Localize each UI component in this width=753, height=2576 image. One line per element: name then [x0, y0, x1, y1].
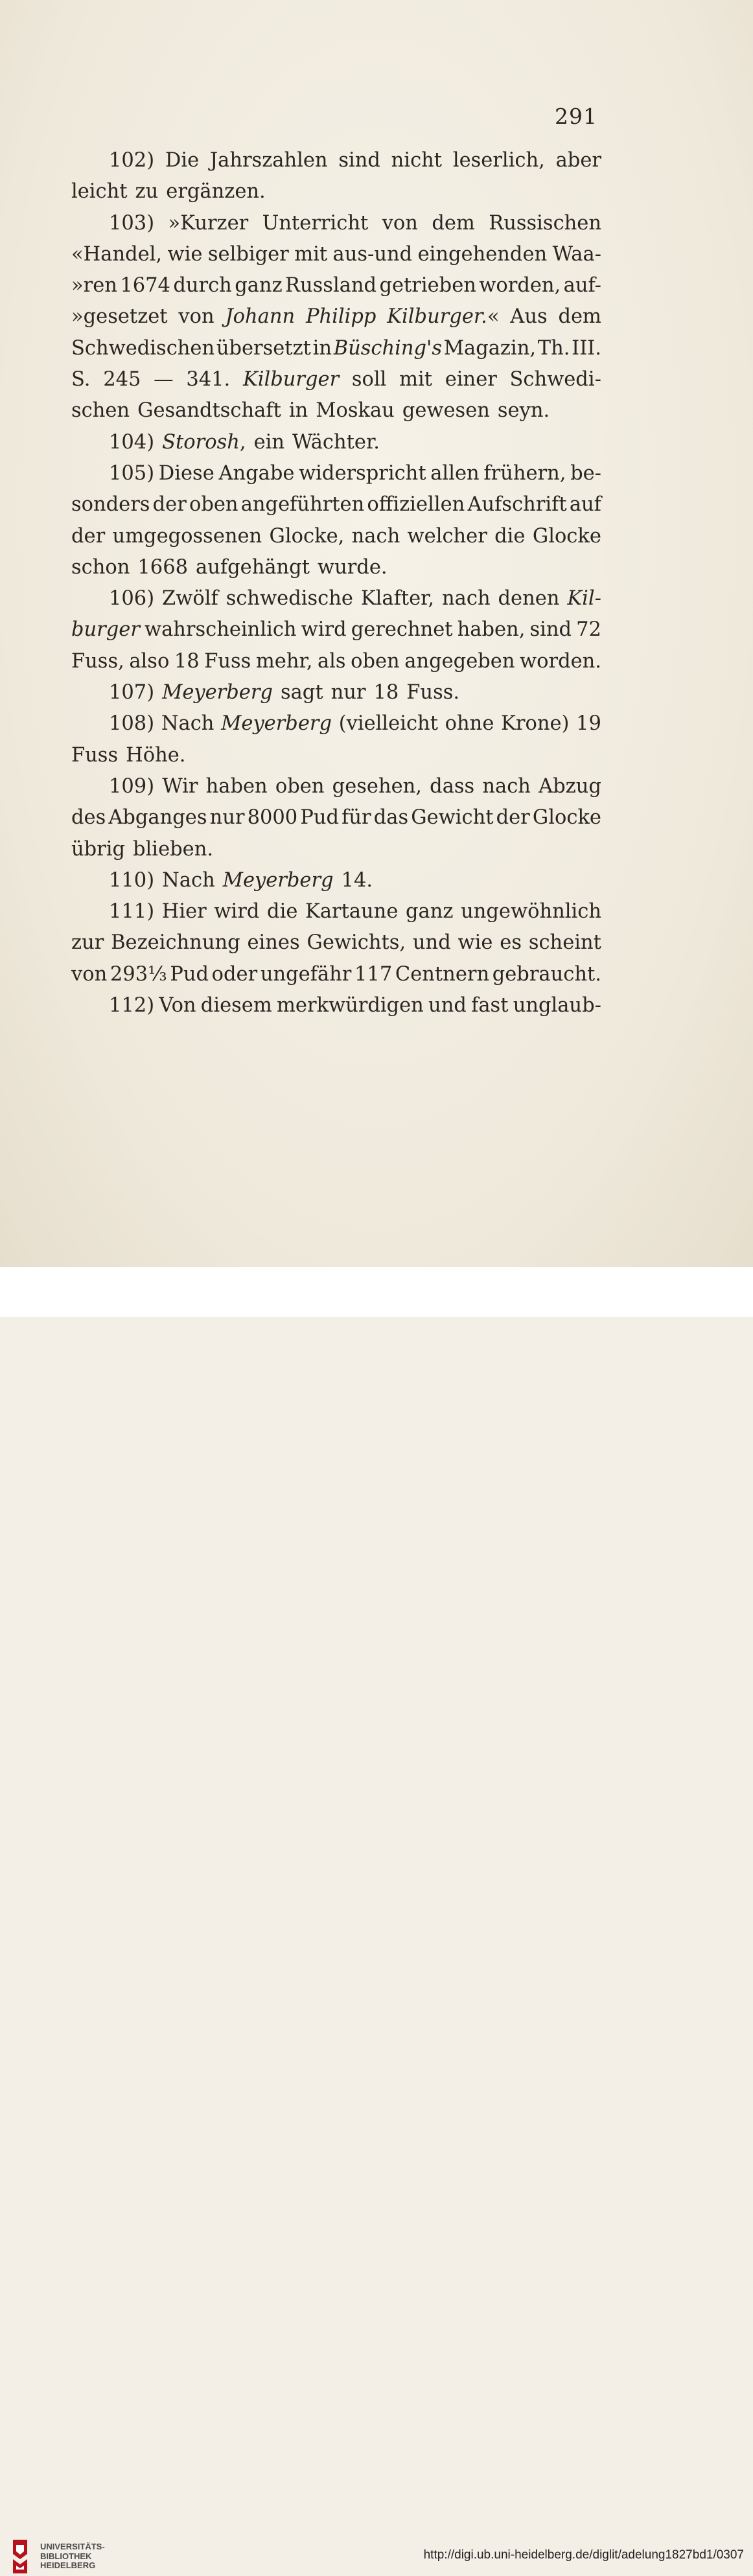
word: burger	[71, 618, 140, 642]
word: Kilburger	[242, 368, 340, 391]
word: 107)	[109, 681, 155, 704]
word: frühern,	[483, 461, 566, 485]
word: übrig	[71, 837, 126, 861]
word: allen	[430, 461, 480, 485]
word: Zwölf	[162, 587, 218, 610]
word: 112)	[109, 994, 155, 1017]
word: soll	[351, 368, 387, 391]
word: Klafter,	[360, 587, 435, 610]
word: 14.	[341, 868, 373, 892]
word: 106)	[109, 587, 155, 610]
text-line	[71, 521, 601, 552]
word: Moskau	[316, 399, 395, 423]
word: be-	[570, 461, 601, 485]
word: gewesen	[402, 399, 490, 423]
text-line	[71, 427, 601, 458]
word: ein	[253, 430, 285, 454]
book-page	[0, 0, 753, 1267]
word: auf-	[563, 274, 601, 297]
text-line	[71, 458, 601, 489]
word: widerspricht	[299, 461, 426, 485]
word: sind	[529, 618, 572, 642]
word: 102)	[109, 149, 155, 172]
word: 108)	[109, 712, 155, 736]
word: die	[494, 524, 526, 548]
word: Meyerberg	[222, 868, 334, 892]
word: es	[500, 931, 522, 955]
word: 341.	[186, 368, 231, 391]
word: Centnern	[395, 962, 490, 986]
word: ungefähr	[260, 962, 352, 986]
text-line	[71, 896, 601, 927]
text-line	[71, 771, 601, 802]
word: also	[129, 649, 170, 673]
word: wie	[167, 242, 203, 266]
word: wird	[301, 618, 347, 642]
word: unglaub-	[513, 994, 601, 1017]
word: haben,	[457, 618, 526, 642]
word: worden,	[479, 274, 561, 297]
word: Philipp	[305, 305, 376, 329]
word: Angabe	[218, 461, 295, 485]
text-line	[71, 990, 601, 1021]
word: wahrscheinlich	[144, 618, 297, 642]
word: schwedische	[226, 587, 353, 610]
word: 105)	[109, 461, 155, 485]
word: fast	[471, 994, 509, 1017]
word: selbiger	[207, 242, 289, 266]
word: nach	[351, 524, 400, 548]
word: worden.	[520, 649, 601, 673]
word: blieben.	[133, 837, 214, 861]
text-line	[71, 677, 601, 708]
word: ergänzen.	[166, 180, 266, 203]
word: 293⅓	[110, 962, 167, 986]
word: einer	[445, 368, 497, 391]
word: nach	[442, 587, 491, 610]
word: als	[317, 649, 346, 673]
word: aus-und	[332, 242, 413, 266]
word: Von	[159, 994, 196, 1017]
word: Kil-	[567, 587, 601, 610]
text-line	[71, 176, 601, 207]
word: Fuss,	[71, 649, 124, 673]
word: gerechnet	[351, 618, 453, 642]
page-number: 291	[555, 104, 597, 129]
text-line	[71, 959, 601, 990]
word: Glocke	[532, 806, 601, 830]
word: Bezeichnung	[111, 931, 240, 955]
library-name	[40, 2542, 105, 2571]
word: des	[71, 806, 106, 830]
text-line	[71, 301, 601, 332]
word: Gewicht	[411, 806, 494, 830]
text-line	[71, 364, 601, 395]
word: in	[312, 336, 332, 360]
word: Die	[165, 149, 200, 172]
word: wurde.	[317, 555, 388, 579]
word: zur	[71, 931, 104, 955]
word: übersetzt	[216, 336, 311, 360]
text-line	[71, 927, 601, 958]
word: Gewichts,	[307, 931, 406, 955]
word: 8000	[247, 806, 298, 830]
word: Th.	[537, 336, 570, 360]
footer-bar	[0, 1267, 753, 2570]
word: —	[154, 368, 174, 391]
word: »gesetzet	[71, 305, 168, 329]
word: Abzug	[539, 774, 601, 798]
word: 1674	[120, 274, 170, 297]
word: schon	[71, 555, 130, 579]
word: der	[152, 493, 187, 516]
word: mehr,	[255, 649, 313, 673]
text-line	[71, 489, 601, 520]
library-line-3: HEIDELBERG	[40, 2560, 96, 2570]
word: umgegossenen	[112, 524, 262, 548]
word: dass	[430, 774, 475, 798]
word: Meyerberg	[221, 712, 332, 736]
word: Krone)	[501, 712, 570, 736]
word: Johann	[225, 305, 295, 329]
word: eines	[247, 931, 300, 955]
word: oben	[275, 774, 325, 798]
word: nur	[209, 806, 245, 830]
word: Jahrszahlen	[209, 149, 328, 172]
word: Russland	[285, 274, 377, 297]
text-line	[71, 614, 601, 645]
word: 19	[576, 712, 601, 736]
text-line	[71, 270, 601, 301]
word: gesehen,	[332, 774, 422, 798]
library-line-1: UNIVERSITÄTS-	[40, 2542, 105, 2551]
word: sind	[338, 149, 380, 172]
word: dem	[558, 305, 601, 329]
word: mit	[294, 242, 328, 266]
text-line	[71, 239, 601, 270]
word: «Handel,	[71, 242, 163, 266]
text-line	[71, 208, 601, 239]
text-line	[71, 552, 601, 583]
word: Wächter.	[292, 430, 380, 454]
text-line	[71, 583, 601, 614]
word: und	[428, 994, 467, 1017]
word: Gesandtschaft	[137, 399, 281, 423]
word: Kilburger.«	[387, 305, 500, 329]
word: Abganges	[108, 806, 207, 830]
word: nicht	[391, 149, 443, 172]
word: 103)	[109, 211, 155, 235]
text-line	[71, 395, 601, 426]
word: Magazin,	[443, 336, 537, 360]
word: der	[496, 806, 530, 830]
word: »Kurzer	[168, 211, 249, 235]
word: Pud	[170, 962, 209, 986]
word: oder	[211, 962, 258, 986]
word: 72	[576, 618, 601, 642]
text-line	[71, 802, 601, 833]
footnotes-text	[71, 145, 601, 1021]
word: sagt	[280, 681, 323, 704]
word: scheint	[528, 931, 601, 955]
word: zu	[135, 180, 159, 203]
text-line	[71, 740, 601, 771]
word: in	[288, 399, 308, 423]
word: getrieben	[379, 274, 476, 297]
word: Büsching's	[333, 336, 443, 360]
word: Russischen	[489, 211, 601, 235]
word: wird	[214, 900, 260, 923]
word: denen	[498, 587, 560, 610]
word: Nach	[161, 712, 214, 736]
text-line	[71, 333, 601, 364]
word: Meyerberg	[162, 681, 273, 704]
word: diesem	[200, 994, 272, 1017]
word: sonders	[71, 493, 150, 516]
text-line	[71, 145, 601, 176]
word: Schwedischen	[71, 336, 215, 360]
word: »ren	[71, 274, 117, 297]
word: nur	[330, 681, 366, 704]
word: 104)	[109, 430, 155, 454]
word: ohne	[445, 712, 494, 736]
word: der	[71, 524, 106, 548]
word: seyn.	[497, 399, 550, 423]
word: Nach	[162, 868, 215, 892]
word: ganz	[406, 900, 454, 923]
word: 109)	[109, 774, 155, 798]
word: und	[412, 931, 451, 955]
text-line	[71, 646, 601, 677]
word: haben	[205, 774, 268, 798]
word: für	[342, 806, 371, 830]
word: oben	[351, 649, 400, 673]
word: Glocke	[532, 524, 601, 548]
word: angeführten	[240, 493, 365, 516]
word: 111)	[109, 900, 155, 923]
word: Höhe.	[126, 743, 186, 767]
text-line	[71, 708, 601, 739]
text-line	[71, 865, 601, 896]
word: 110)	[109, 868, 155, 892]
word: merkwürdigen	[276, 994, 424, 1017]
word: schen	[71, 399, 130, 423]
word: mit	[399, 368, 433, 391]
word: oben	[189, 493, 238, 516]
word: von	[71, 962, 108, 986]
text-line	[71, 834, 601, 865]
word: Hier	[161, 900, 207, 923]
word: Wir	[162, 774, 198, 798]
word: Pud	[300, 806, 340, 830]
word: Fuss	[71, 743, 119, 767]
word: ganz	[235, 274, 283, 297]
library-line-2: BIBLIOTHEK	[40, 2551, 92, 2561]
word: Storosh,	[162, 430, 246, 454]
word: welcher	[407, 524, 487, 548]
word: ungewöhnlich	[461, 900, 601, 923]
word: S.	[71, 368, 91, 391]
word: Fuss	[204, 649, 251, 673]
word: Aufschrift	[467, 493, 567, 516]
word: 117	[354, 962, 393, 986]
word: offiziellen	[367, 493, 465, 516]
word: leicht	[71, 180, 128, 203]
word: 245	[103, 368, 141, 391]
word: Waa-	[552, 242, 601, 266]
word: 18	[174, 649, 200, 673]
word: leserlich,	[452, 149, 545, 172]
word: von	[382, 211, 418, 235]
word: wie	[458, 931, 493, 955]
word: durch	[173, 274, 232, 297]
word: Fuss.	[406, 681, 460, 704]
source-url-link[interactable]: http://digi.ub.uni-heidelberg.de/diglit/adelung1827bd1/0307	[423, 2548, 744, 2562]
word: 1668	[137, 555, 189, 579]
word: nach	[482, 774, 531, 798]
word: III.	[572, 336, 601, 360]
word: 18	[373, 681, 399, 704]
library-logo-icon	[9, 2537, 31, 2576]
word: die	[267, 900, 298, 923]
word: auf	[569, 493, 601, 516]
word: das	[373, 806, 409, 830]
word: Kartaune	[305, 900, 399, 923]
word: von	[178, 305, 214, 329]
word: gebraucht.	[492, 962, 601, 986]
word: Schwedi-	[509, 368, 601, 391]
word: Glocke,	[269, 524, 345, 548]
word: angegeben	[404, 649, 515, 673]
word: dem	[432, 211, 475, 235]
word: aufgehängt	[196, 555, 310, 579]
word: aber	[555, 149, 601, 172]
word: Aus	[510, 305, 548, 329]
word: eingehenden	[417, 242, 548, 266]
word: (vielleicht	[338, 712, 438, 736]
word: Diese	[158, 461, 214, 485]
word: Unterricht	[262, 211, 369, 235]
